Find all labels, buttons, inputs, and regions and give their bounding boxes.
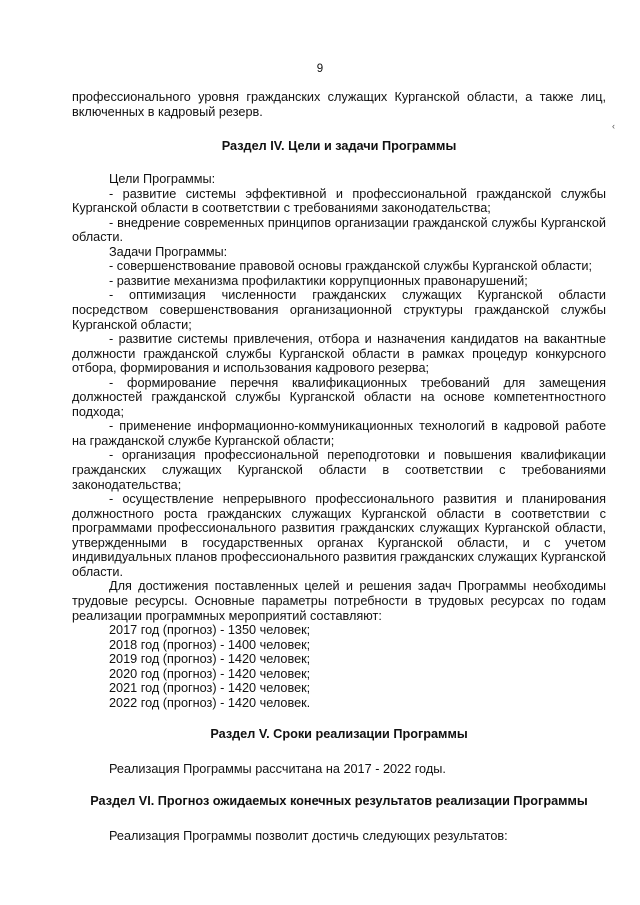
year-item: 2017 год (прогноз) - 1350 человек; <box>109 623 311 638</box>
section-4-heading: Раздел IV. Цели и задачи Программы <box>221 139 457 154</box>
task-item: - совершенствование правовой основы гражданской службы Курганской области; <box>109 259 593 274</box>
year-item: 2021 год (прогноз) - 1420 человек; <box>109 681 311 696</box>
margin-mark: ‹ <box>612 121 615 131</box>
task-item: - применение информационно-коммуникационных технологий в кадровой работе на гражданской службе Курганской области; <box>72 419 606 448</box>
year-item: 2022 год (прогноз) - 1420 человек. <box>109 695 311 710</box>
goals-label: Цели Программы: <box>109 172 216 187</box>
task-item: - осуществление непрерывного профессионального развития и планирования должностного роста гражданских служащих Курганской области в соответствии с программами профессионального развития гражданских служащих Курганской области, утвержденными в государственных органах Курганской области, и с учетом индивидуальных планов профессионального развития гражданских служащих Курганской области. <box>72 492 606 579</box>
task-item: - развитие системы привлечения, отбора и назначения кандидатов на вакантные должности гражданской службы Курганской области в рамках процедур конкурсного отбора, формирования и использования кадрового резерва; <box>72 332 606 376</box>
years-list <box>72 623 606 710</box>
page-content <box>72 90 606 843</box>
year-item: 2020 год (прогноз) - 1420 человек; <box>109 666 311 681</box>
tasks-label: Задачи Программы: <box>109 244 228 259</box>
intro-paragraph: профессионального уровня гражданских служащих Курганской области, а также лиц, включенных в кадровый резерв. <box>72 90 606 119</box>
page-number: 9 <box>316 63 324 75</box>
task-item: - организация профессиональной переподготовки и повышения квалификации гражданских служащих Курганской области в соответствии с требованиями законодательства; <box>72 448 606 492</box>
section-6-text: Реализация Программы позволит достичь следующих результатов: <box>109 828 508 843</box>
section-6-heading: Раздел VI. Прогноз ожидаемых конечных результатов реализации Программы <box>90 793 588 808</box>
year-item: 2019 год (прогноз) - 1420 человек; <box>109 652 311 667</box>
task-item: - формирование перечня квалификационных требований для замещения должностей гражданской службы Курганской области на основе компетентностного подхода; <box>72 375 606 419</box>
year-item: 2018 год (прогноз) - 1400 человек; <box>109 637 311 652</box>
goal-item: - развитие системы эффективной и профессиональной гражданской службы Курганской области в соответствии с требованиями законодательства; <box>72 186 606 216</box>
section-5-heading: Раздел V. Сроки реализации Программы <box>210 727 468 742</box>
section-5-text: Реализация Программы рассчитана на 2017 - 2022 годы. <box>109 762 446 777</box>
goal-item: - внедрение современных принципов организации гражданской службы Курганской области. <box>72 215 606 245</box>
resources-paragraph: Для достижения поставленных целей и решения задач Программы необходимы трудовые ресурсы. Основные параметры потребности в трудовых ресурсах по годам реализации программных мероприятий составляют: <box>72 579 606 623</box>
task-item: - развитие механизма профилактики коррупционных правонарушений; <box>109 273 528 288</box>
task-item: - оптимизация численности гражданских служащих Курганской области посредством совершенствования организационной структуры гражданской службы Курганской области; <box>72 288 606 332</box>
